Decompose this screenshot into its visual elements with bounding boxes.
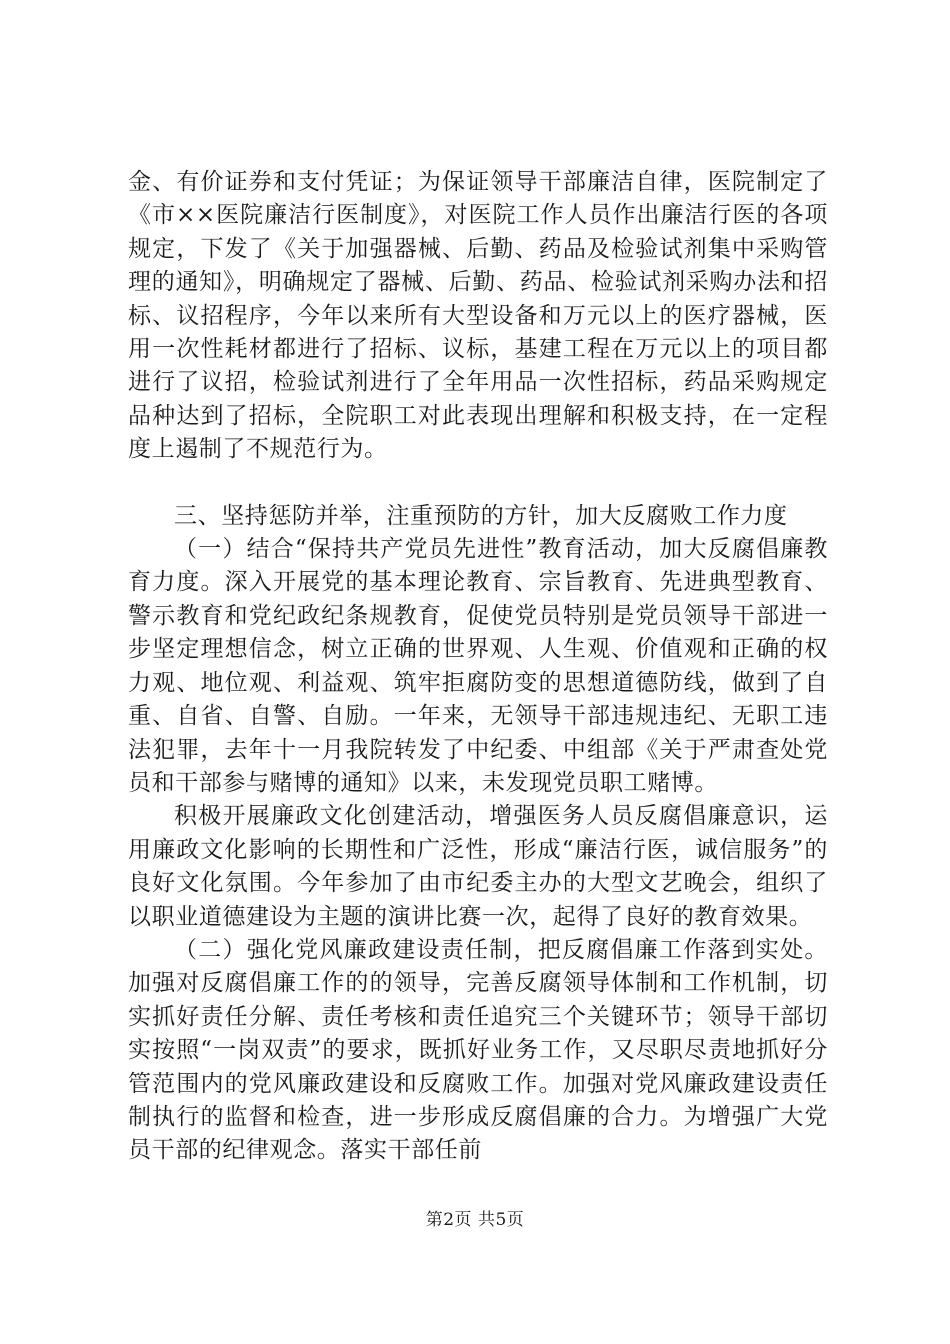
document-body xyxy=(128,166,828,1168)
paragraph-gap xyxy=(128,467,828,500)
page-footer: 第2页 共5页 xyxy=(425,1210,525,1230)
paragraph-culture: 积极开展廉政文化创建活动，增强医务人员反腐倡廉意识，运用廉政文化影响的长期性和广泛性，形成“廉洁行医，诚信服务”的良好文化氛围。今年参加了由市纪委主办的大型文艺晚会，组织了以职业道德建设为主题的演讲比赛一次，起得了良好的教育效果。 xyxy=(128,803,828,930)
paragraph-procurement: 金、有价证券和支付凭证；为保证领导干部廉洁自律，医院制定了《市××医院廉洁行医制度》，对医院工作人员作出廉洁行医的各项规定，下发了《关于加强器械、后勤、药品及检验试剂集中采购管理的通知》，明确规定了器械、后勤、药品、检验试剂采购办法和招标、议招程序，今年以来所有大型设备和万元以上的医疗器械，医用一次性耗材都进行了招标、议标，基建工程在万元以上的项目都进行了议招，检验试剂进行了全年用品一次性招标，药品采购规定品种达到了招标，全院职工对此表现出理解和积极支持，在一定程度上遏制了不规范行为。 xyxy=(128,169,828,463)
paragraph-education: （一）结合“保持共产党员先进性”教育活动，加大反腐倡廉教育力度。深入开展党的基本理论教育、宗旨教育、先进典型教育、警示教育和党纪政纪条规教育，促使党员特别是党员领导干部进一步坚定理想信念，树立正确的世界观、人生观、价值观和正确的权力观、地位观、利益观、筑牢拒腐防变的思想道德防线，做到了自重、自省、自警、自励。一年来，无领导干部违规违纪、无职工违法犯罪，去年十一月我院转发了中纪委、中组部《关于严肃查处党员和干部参与赌博的通知》以来，未发现党员职工赌博。 xyxy=(128,536,828,796)
section-heading: 三、坚持惩防并举，注重预防的方针，加大反腐败工作力度 xyxy=(174,502,788,529)
paragraph-responsibility: （二）强化党风廉政建设责任制，把反腐倡廉工作落到实处。加强对反腐倡廉工作的的领导，完善反腐领导体制和工作机制，切实抓好责任分解、责任考核和责任追究三个关键环节；领导干部切实按照“一岗双责”的要求，既抓好业务工作，又尽职尽责地抓好分管范围内的党风廉政建设和反腐败工作。加强对党风廉政建设责任制执行的监督和检查，进一步形成反腐倡廉的合力。为增强广大党员干部的纪律观念。落实干部任前 xyxy=(128,936,828,1164)
